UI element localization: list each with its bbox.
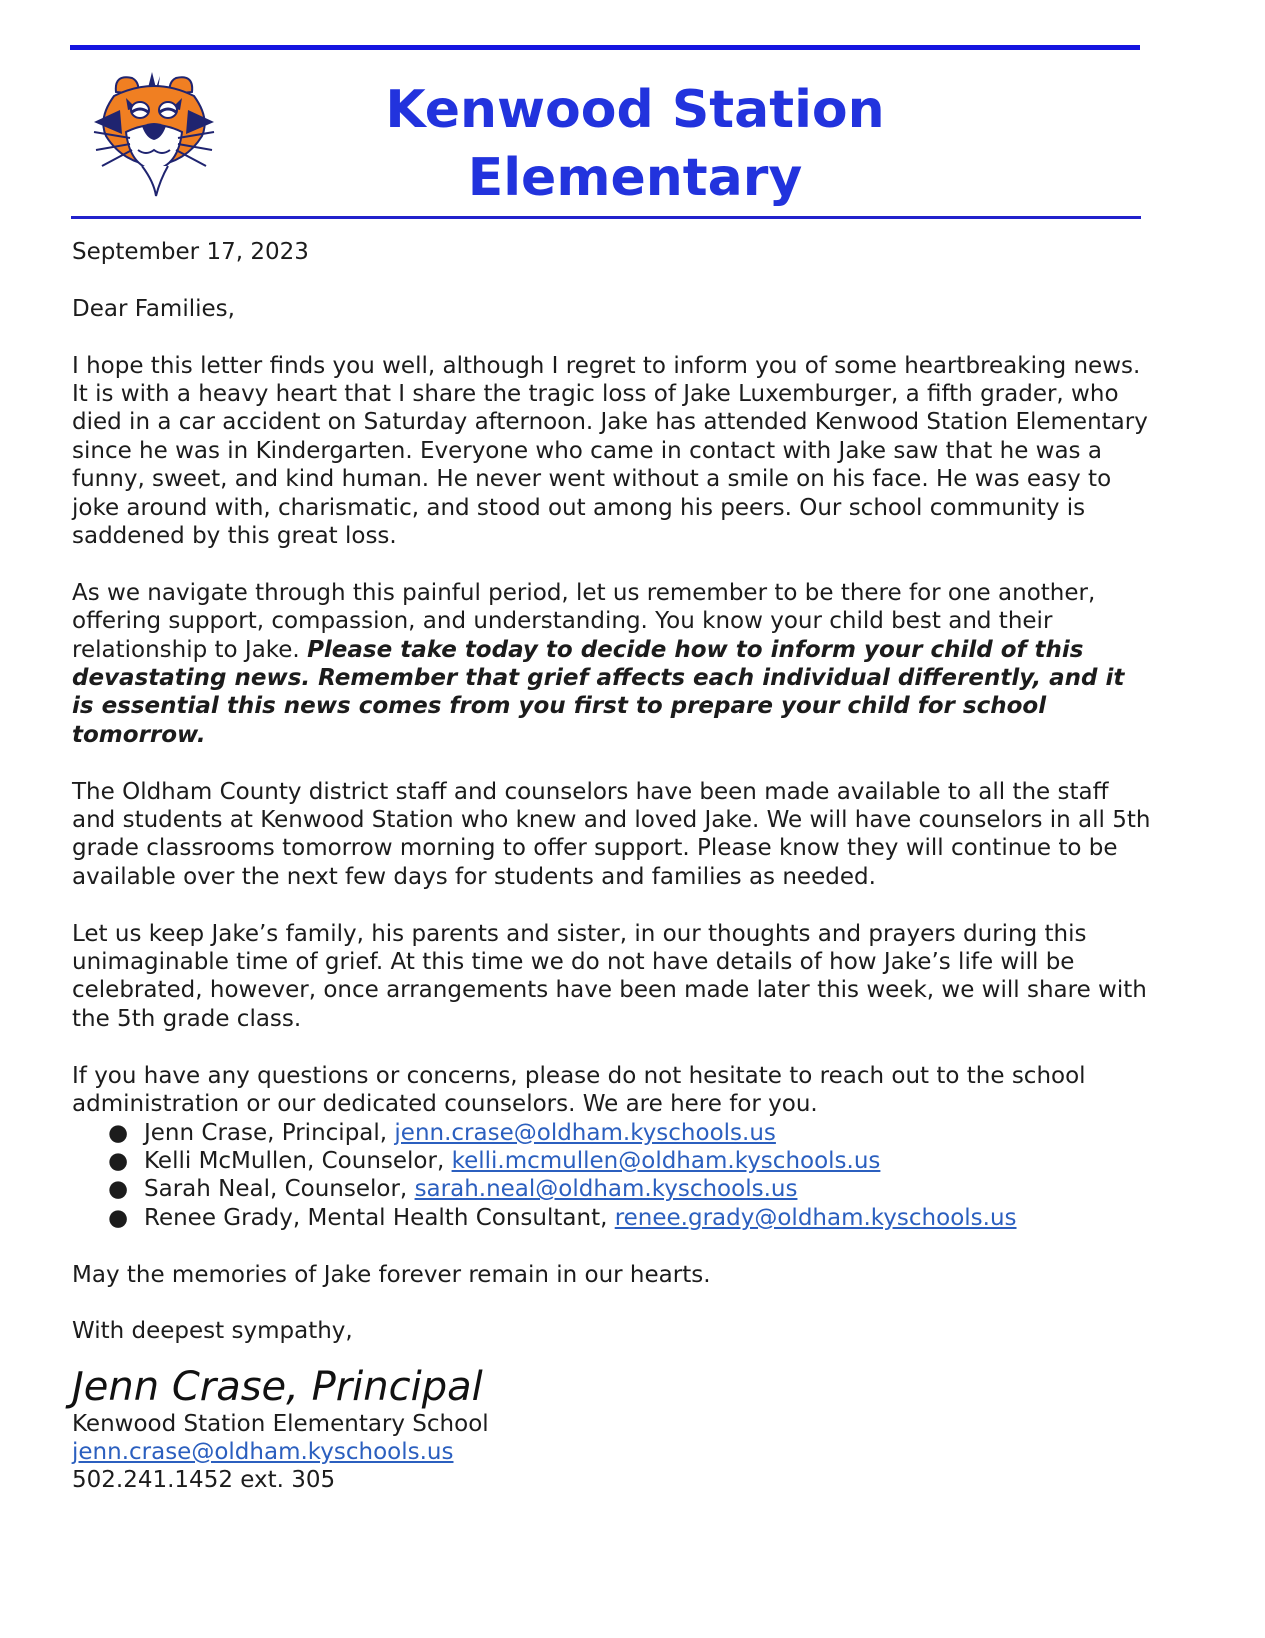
contact-item: [72, 1119, 1152, 1147]
contact-email-link[interactable]: sarah.neal@oldham.kyschools.us: [414, 1176, 798, 1203]
contact-item: [72, 1204, 1152, 1232]
signature-email-link[interactable]: jenn.crase@oldham.kyschools.us: [72, 1438, 454, 1465]
contact-list: [72, 1119, 1152, 1233]
paragraph-contact-intro: If you have any questions or concerns, please do not hesitate to reach out to the school administration or our dedicated counselors. We are here for you.: [72, 1062, 1086, 1118]
header-bottom-rule: [71, 216, 1141, 219]
paragraph-support-text: As we navigate through this painful period, let us remember to be there for one another, offering support, compassion, and understanding. You know your child best and their relationship to Jake.: [72, 579, 1096, 663]
header-top-rule: [70, 45, 1140, 50]
salutation: Dear Families,: [72, 295, 235, 322]
bullet-icon: ●: [108, 1176, 129, 1203]
paragraph-support-emphasis: Please take today to decide how to inform your child of this devastating news. Remember that grief affects each individual differently, and it is essential this news comes from you first to prepare your child for school tomorrow.: [72, 636, 1125, 748]
contact-label: Sarah Neal, Counselor,: [144, 1176, 415, 1203]
signature-school: Kenwood Station Elementary School: [72, 1410, 489, 1437]
contact-label: Kelli McMullen, Counselor,: [144, 1147, 452, 1174]
signature-phone: 502.241.1452 ext. 305: [72, 1466, 336, 1493]
school-title-line-2: Elementary: [467, 148, 803, 208]
contact-email-link[interactable]: jenn.crase@oldham.kyschools.us: [394, 1119, 776, 1146]
contact-item: [72, 1147, 1152, 1175]
signature-name: Jenn Crase, Principal: [72, 1363, 483, 1410]
school-title-line-1: Kenwood Station: [385, 80, 885, 140]
letter-date: September 17, 2023: [72, 239, 309, 265]
closing-line: May the memories of Jake forever remain in our hearts.: [72, 1261, 711, 1288]
school-title: [300, 76, 970, 212]
tiger-mascot-icon: [86, 70, 222, 198]
contact-label: Jenn Crase, Principal,: [144, 1119, 395, 1146]
bullet-icon: ●: [108, 1119, 129, 1146]
letter-body: [72, 238, 1152, 1494]
contact-email-link[interactable]: kelli.mcmullen@oldham.kyschools.us: [451, 1147, 881, 1174]
paragraph-counselors: The Oldham County district staff and counselors have been made available to all the staff and students at Kenwood Station who knew and loved Jake. We will have counselors in all 5th grade classrooms tomorrow morning to offer support. Please know they will continue to be available over the next few days for students and families as needed.: [72, 778, 1151, 890]
bullet-icon: ●: [108, 1204, 129, 1231]
contact-label: Renee Grady, Mental Health Consultant,: [144, 1204, 615, 1231]
contact-email-link[interactable]: renee.grady@oldham.kyschools.us: [614, 1204, 1017, 1231]
paragraph-family: Let us keep Jake’s family, his parents and sister, in our thoughts and prayers during this unimaginable time of grief. At this time we do not have details of how Jake’s life will be celebrated, however, once arrangements have been made later this week, we will share with the 5th grade class.: [72, 920, 1147, 1032]
paragraph-support: [72, 579, 1152, 749]
bullet-icon: ●: [108, 1147, 129, 1174]
contact-item: [72, 1175, 1152, 1203]
signoff: With deepest sympathy,: [72, 1318, 353, 1345]
paragraph-announcement: I hope this letter finds you well, although I regret to inform you of some heartbreaking news. It is with a heavy heart that I share the tragic loss of Jake Luxemburger, a fifth grader, who died in a car accident on Saturday afternoon. Jake has attended Kenwood Station Elementary since he was in Kindergarten. Everyone who came in contact with Jake saw that he was a funny, sweet, and kind human. He never went without a smile on his face. He was easy to joke around with, charismatic, and stood out among his peers. Our school community is saddened by this great loss.: [72, 352, 1148, 550]
